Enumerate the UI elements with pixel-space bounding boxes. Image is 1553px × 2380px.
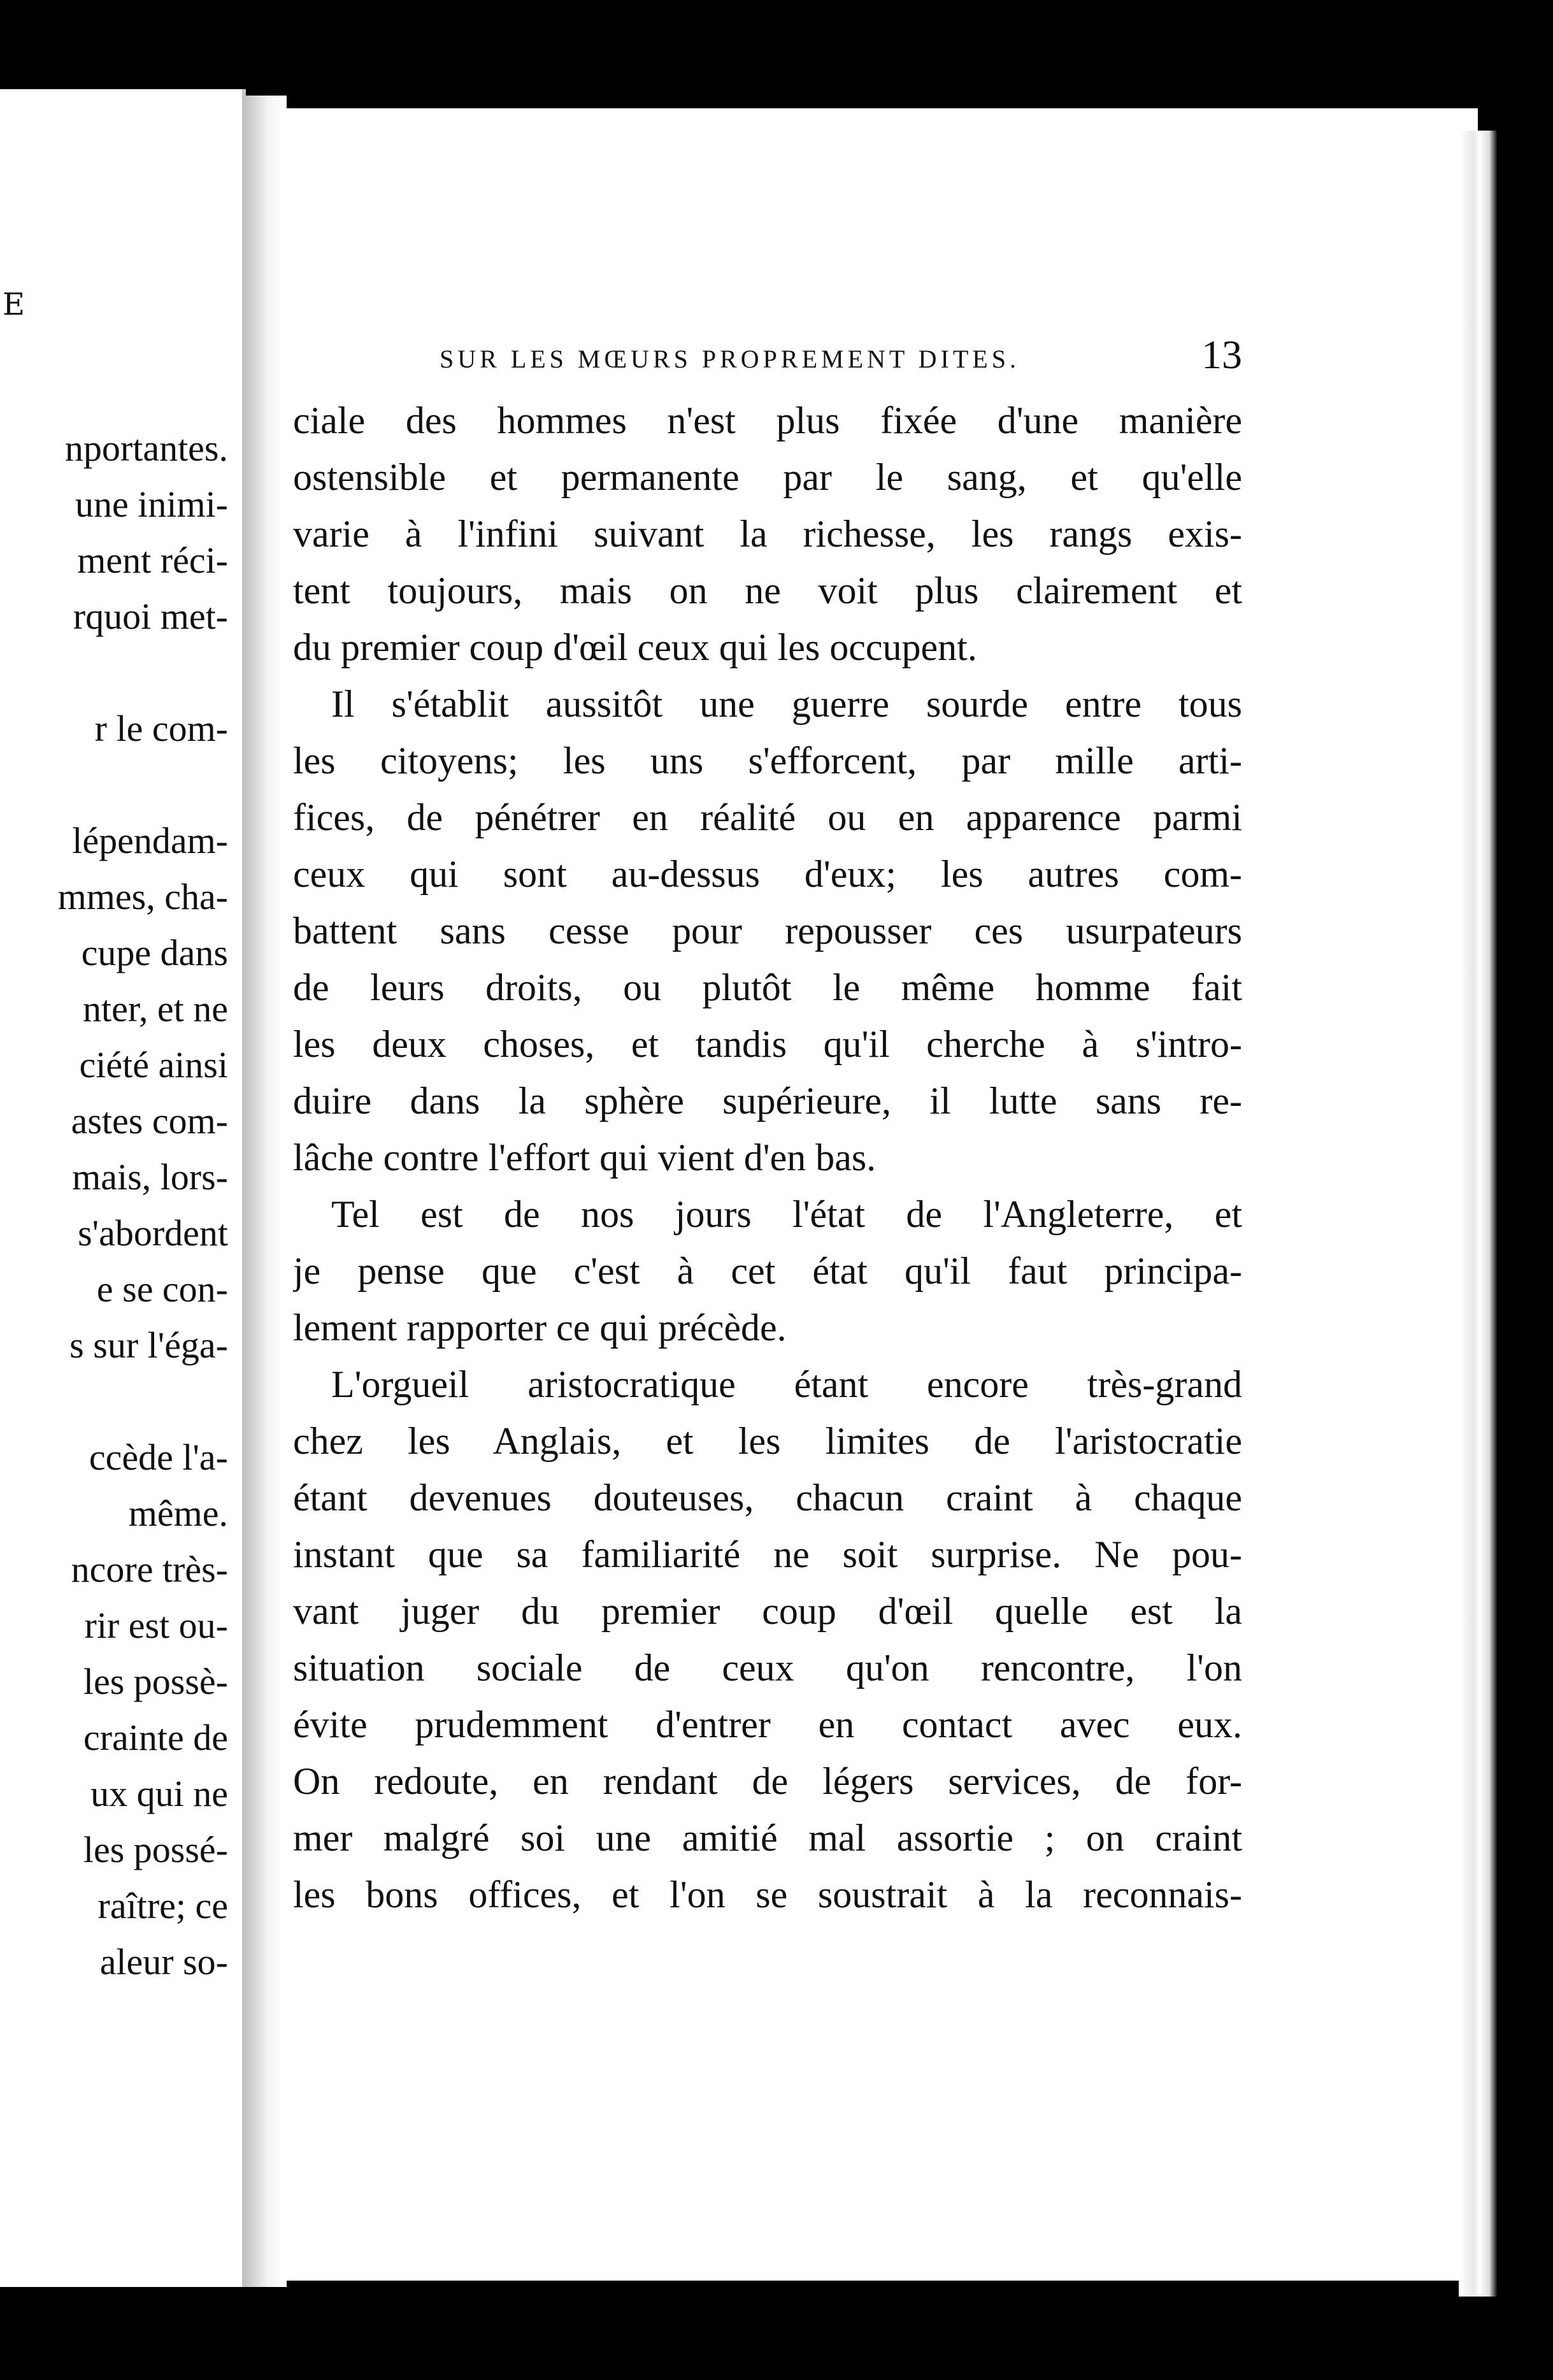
running-head [293, 331, 1242, 389]
text-line: une inimi- [75, 484, 228, 525]
text-line: tent toujours, mais on ne voit plus clairement et [293, 570, 1242, 612]
text-line: ceux qui sont au-dessus d'eux; les autres com- [293, 853, 1242, 895]
text-line: raître; ce [97, 1885, 228, 1926]
text-line: s sur l'éga- [69, 1324, 228, 1366]
text-line: e se con- [96, 1268, 228, 1310]
text-line: lépendam- [72, 820, 228, 861]
text-line: rir est ou- [84, 1605, 228, 1646]
text-line: ciale des hommes n'est plus fixée d'une manière [293, 399, 1242, 441]
text-line: nportantes. [64, 427, 228, 469]
text-line: astes com- [71, 1100, 228, 1142]
text-line: du premier coup d'œil ceux qui les occupent. [293, 626, 977, 668]
text-line: ciété ainsi [79, 1044, 228, 1086]
current-page-content [293, 331, 1242, 1923]
text-line: ment réci- [77, 540, 228, 581]
text-line: je pense que c'est à cet état qu'il faut principa- [293, 1250, 1242, 1292]
text-line: crainte de [83, 1717, 228, 1758]
text-line: battent sans cesse pour repousser ces usurpateurs [293, 910, 1242, 952]
text-line: même. [128, 1493, 228, 1534]
text-line: nter, et ne [83, 988, 228, 1029]
text-line: les deux choses, et tandis qu'il cherche à s'intro- [293, 1023, 1242, 1065]
text-line: cupe dans [81, 932, 228, 973]
text-line: On redoute, en rendant de légers services, de for- [293, 1760, 1242, 1802]
text-line: ccède l'a- [89, 1437, 228, 1478]
running-head-title: SUR LES MŒURS PROPREMENT DITES. [440, 345, 1020, 373]
text-line: mmes, cha- [57, 876, 228, 917]
text-line: mer malgré soi une amitié mal assortie ; on craint [293, 1817, 1242, 1859]
page-edge [1459, 131, 1497, 2297]
text-line: lement rapporter ce qui précède. [293, 1307, 787, 1349]
text-line: vant juger du premier coup d'œil quelle est la [293, 1590, 1242, 1632]
previous-page-text [0, 420, 228, 1990]
blank-line [0, 645, 228, 701]
text-line: r le com- [94, 708, 228, 749]
text-line: ostensible et permanente par le sang, et qu'elle [293, 456, 1242, 498]
text-line: varie à l'infini suivant la richesse, les rangs exis- [293, 513, 1242, 555]
text-line: les bons offices, et l'on se soustrait à la reconnais- [293, 1874, 1242, 1916]
text-line: L'orgueil aristocratique étant encore très-grand [331, 1363, 1242, 1405]
text-line: ux qui ne [90, 1773, 228, 1814]
text-line: aleur so- [99, 1941, 228, 1982]
text-line: chez les Anglais, et les limites de l'aristocratie [293, 1420, 1242, 1462]
previous-page-fragment [0, 89, 246, 2287]
text-line: les citoyens; les uns s'efforcent, par mille arti- [293, 740, 1242, 782]
text-line: évite prudemment d'entrer en contact avec eux. [293, 1703, 1242, 1746]
text-line: étant devenues douteuses, chacun craint à chaque [293, 1477, 1242, 1519]
text-line: ncore très- [71, 1549, 228, 1590]
text-line: duire dans la sphère supérieure, il lutte sans re- [293, 1080, 1242, 1122]
text-line: lâche contre l'effort qui vient d'en bas. [293, 1136, 877, 1179]
text-line: situation sociale de ceux qu'on rencontre, l'on [293, 1647, 1242, 1689]
page-number: 13 [1201, 332, 1242, 377]
text-line: Tel est de nos jours l'état de l'Angleterre, et [331, 1193, 1242, 1235]
text-line: fices, de pénétrer en réalité ou en apparence parmi [293, 796, 1242, 838]
text-line: Il s'établit aussitôt une guerre sourde entre tous [331, 683, 1242, 725]
blank-line [0, 757, 228, 813]
page-corner-mark: E [3, 287, 25, 322]
text-line: de leurs droits, ou plutôt le même homme fait [293, 966, 1242, 1008]
text-line: les possé- [83, 1829, 228, 1870]
text-line: instant que sa familiarité ne soit surprise. Ne pou- [293, 1533, 1242, 1575]
body-text [293, 392, 1242, 1923]
blank-line [0, 1373, 228, 1430]
text-line: rquoi met- [73, 596, 228, 637]
text-line: s'abordent [78, 1212, 228, 1254]
text-line: mais, lors- [72, 1156, 228, 1198]
text-line: les possè- [83, 1661, 228, 1702]
